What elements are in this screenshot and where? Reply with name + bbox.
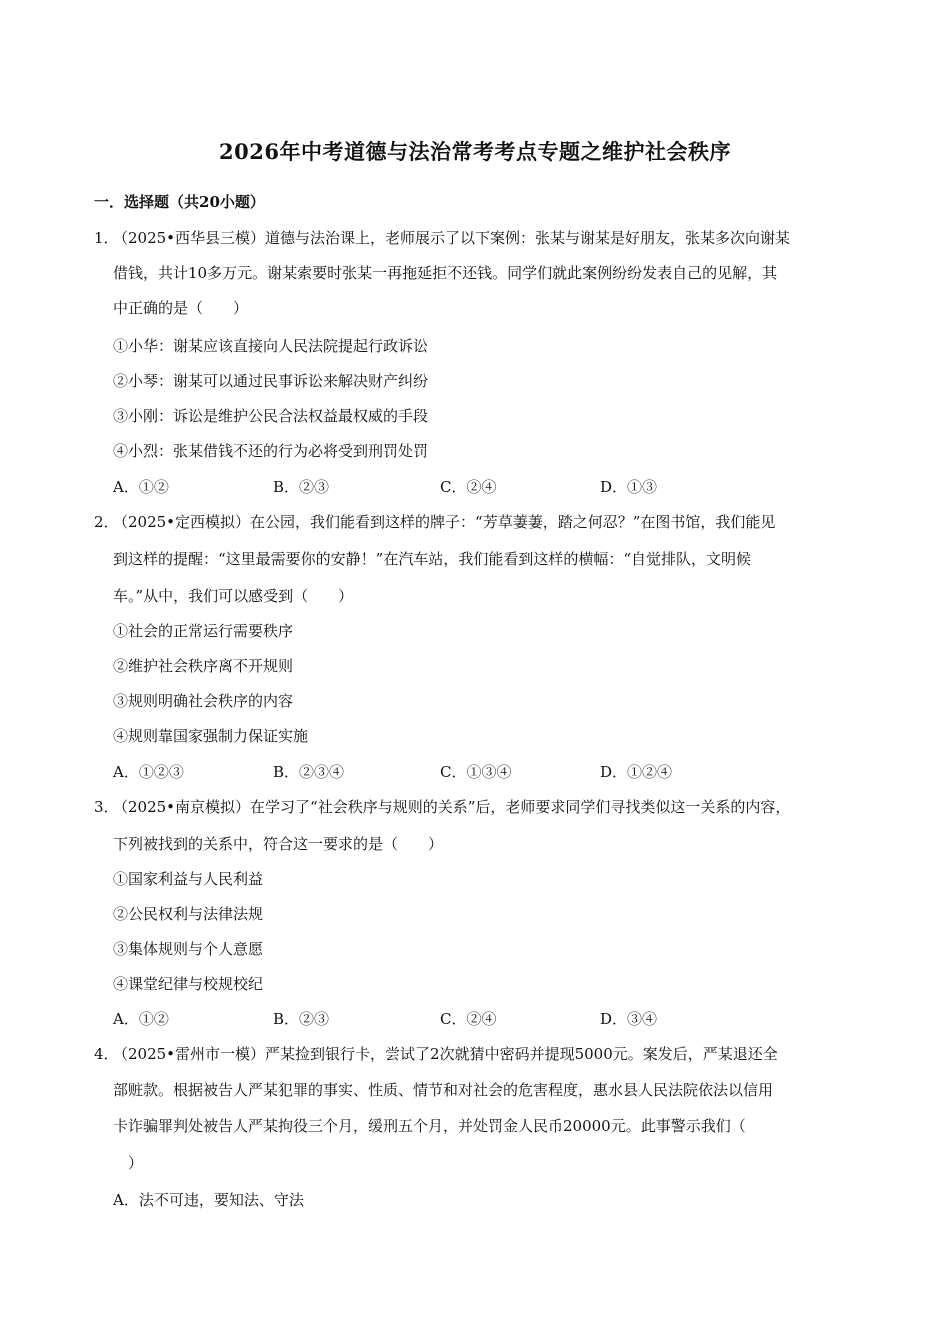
question-stem-line: ）	[113, 1154, 144, 1172]
question-item: ④小烈：张某借钱不还的行为必将受到刑罚处罚	[113, 442, 429, 460]
question-item: ②公民权利与法律法规	[113, 905, 264, 923]
question-number: 1．	[94, 229, 119, 247]
question-item: ④课堂纪律与校规校纪	[113, 975, 264, 993]
answer-option-d[interactable]: D．③④	[600, 1010, 658, 1028]
question-item: ①小华：谢某应该直接向人民法院提起行政诉讼	[113, 337, 429, 355]
question-number: 2．	[94, 513, 119, 531]
answer-option-b[interactable]: B．②③	[273, 1010, 330, 1028]
answer-option-c[interactable]: C．②④	[440, 1010, 497, 1028]
question-stem-line: 下列被找到的关系中，符合这一要求的是（ ）	[113, 835, 444, 853]
answer-option-a[interactable]: A．①②	[113, 1010, 169, 1028]
question-item: ④规则靠国家强制力保证实施	[113, 727, 309, 745]
question-stem-line: 卡诈骗罪判处被告人严某拘役三个月，缓刑五个月，并处罚金人民币20000元。此事警示我们（	[113, 1117, 746, 1135]
answer-option-a[interactable]: A．①②	[113, 478, 169, 496]
answer-option-b[interactable]: B．②③	[273, 478, 330, 496]
question-stem-line: （2025•西华县三模）道德与法治课上，老师展示了以下案例：张某与谢某是好朋友，张某多次向谢某	[113, 229, 791, 247]
section-heading: 一．选择题（共20小题）	[94, 193, 265, 211]
question-item: ②维护社会秩序离不开规则	[113, 657, 294, 675]
question-item: ②小琴：谢某可以通过民事诉讼来解决财产纠纷	[113, 372, 429, 390]
answer-option-d[interactable]: D．①③	[600, 478, 658, 496]
question-item: ③集体规则与个人意愿	[113, 940, 264, 958]
answer-option-d[interactable]: D．①②④	[600, 763, 673, 781]
answer-option-a[interactable]: A．法不可违，要知法、守法	[113, 1191, 304, 1209]
question-item: ③规则明确社会秩序的内容	[113, 692, 294, 710]
page-title: 2026年中考道德与法治常考考点专题之维护社会秩序	[219, 139, 731, 164]
question-item: ①国家利益与人民利益	[113, 870, 264, 888]
question-item: ③小刚：诉讼是维护公民合法权益最权威的手段	[113, 407, 429, 425]
answer-option-a[interactable]: A．①②③	[113, 763, 184, 781]
question-number: 3．	[94, 798, 119, 816]
question-stem-line: 借钱，共计10多万元。谢某索要时张某一再拖延拒不还钱。同学们就此案例纷纷发表自己的见解，其	[113, 264, 778, 282]
answer-option-b[interactable]: B．②③④	[273, 763, 345, 781]
question-stem-line: （2025•定西模拟）在公园，我们能看到这样的牌子：“芳草萋萋，踏之何忍？”在图书馆，我们能见	[113, 513, 776, 531]
question-stem-line: （2025•南京模拟）在学习了“社会秩序与规则的关系”后，老师要求同学们寻找类似这一关系的内容，	[113, 798, 791, 816]
question-stem-line: 部赃款。根据被告人严某犯罪的事实、性质、情节和对社会的危害程度，惠水县人民法院依法以信用	[113, 1081, 774, 1099]
question-stem-line: 车。”从中，我们可以感受到（ ）	[113, 587, 354, 605]
question-item: ①社会的正常运行需要秩序	[113, 622, 294, 640]
question-stem-line: （2025•雷州市一模）严某捡到银行卡，尝试了2次就猜中密码并提现5000元。案发后，严某退还全	[113, 1045, 778, 1063]
answer-option-c[interactable]: C．②④	[440, 478, 497, 496]
question-stem-line: 到这样的提醒：“这里最需要你的安静！”在汽车站，我们能看到这样的横幅：“自觉排队，文明候	[113, 550, 752, 568]
question-stem-line: 中正确的是（ ）	[113, 299, 249, 317]
question-number: 4．	[94, 1045, 119, 1063]
answer-option-c[interactable]: C．①③④	[440, 763, 512, 781]
